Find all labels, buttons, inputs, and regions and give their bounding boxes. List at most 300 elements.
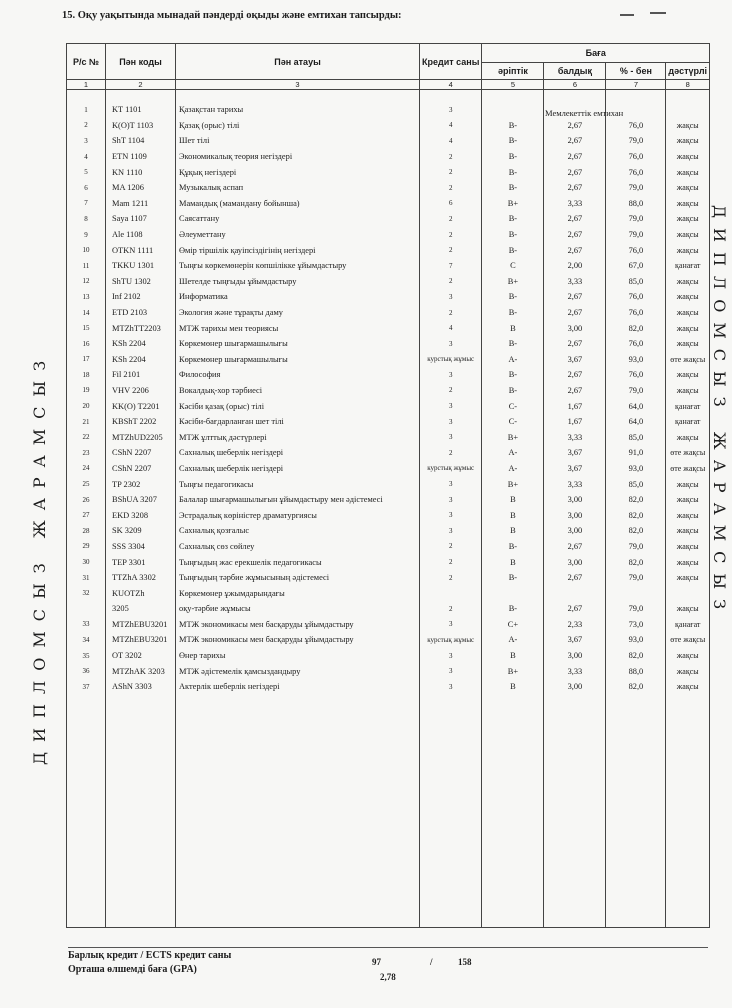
credit-count: 2 [420, 570, 482, 586]
traditional-grade: жақсы [666, 507, 710, 523]
grade-points: 3,00 [544, 648, 606, 664]
row-number: 4 [67, 149, 106, 165]
subject-code: SK 3209 [106, 523, 176, 539]
row-number: 8 [67, 211, 106, 227]
subject-code: OT 3202 [106, 648, 176, 664]
grade-points: 2,33 [544, 617, 606, 633]
row-number: 5 [67, 164, 106, 180]
letter-grade: C [482, 258, 544, 274]
subject-code: CShN 2207 [106, 461, 176, 477]
table-row [67, 274, 710, 290]
table-row [67, 133, 710, 149]
credit-count: 2 [420, 164, 482, 180]
grade-points: 3,67 [544, 461, 606, 477]
subject-name: Информатика [176, 289, 420, 305]
letter-grade: B- [482, 601, 544, 617]
subject-code: KSh 2204 [106, 336, 176, 352]
traditional-grade: жақсы [666, 164, 710, 180]
credit-count: 3 [420, 289, 482, 305]
col-header-letter: әріптік [482, 63, 544, 80]
traditional-grade: жақсы [666, 133, 710, 149]
row-number: 23 [67, 445, 106, 461]
grade-percent: 79,0 [606, 383, 666, 399]
row-number: 21 [67, 414, 106, 430]
letter-grade: B- [482, 383, 544, 399]
grade-percent: 82,0 [606, 554, 666, 570]
grade-points: 3,33 [544, 196, 606, 212]
subject-name: Тыңғыдың жас ерекшелік педагогикасы [176, 554, 420, 570]
col-header-traditional: дәстүрлі [666, 63, 710, 80]
side-watermark-left: ДИПЛОМСЫЗ ЖАРАМСЫЗ [30, 350, 49, 765]
grade-points: 3,67 [544, 632, 606, 648]
subject-code: KN 1110 [106, 164, 176, 180]
credits-slash: / [430, 957, 433, 967]
grade-points: 2,67 [544, 570, 606, 586]
col-header-points: балдық [544, 63, 606, 80]
credit-count: 2 [420, 274, 482, 290]
table-row [67, 601, 710, 617]
letter-grade: A- [482, 445, 544, 461]
letter-grade: C+ [482, 617, 544, 633]
grade-percent: 85,0 [606, 476, 666, 492]
table-row [67, 211, 710, 227]
credit-count: 3 [420, 476, 482, 492]
traditional-grade: қанағат [666, 617, 710, 633]
table-row [67, 336, 710, 352]
subject-name: Әлеуметтану [176, 227, 420, 243]
table-row [67, 648, 710, 664]
total-credits-label: Барлық кредит / ECTS кредит саны [68, 950, 232, 961]
subject-name: МТЖ экономикасы мен басқаруды ұйымдастыру [176, 617, 420, 633]
traditional-grade: өте жақсы [666, 445, 710, 461]
table-row [67, 352, 710, 368]
grade-points: 3,67 [544, 445, 606, 461]
subject-code: KSh 2204 [106, 352, 176, 368]
col-header-percent: % - бен [606, 63, 666, 80]
traditional-grade: өте жақсы [666, 632, 710, 648]
letter-grade: B- [482, 367, 544, 383]
table-row [67, 289, 710, 305]
grade-points: 3,33 [544, 476, 606, 492]
letter-grade: B [482, 320, 544, 336]
row-number: 36 [67, 663, 106, 679]
subject-code: KUOTZh [106, 585, 176, 601]
letter-grade: B [482, 648, 544, 664]
traditional-grade: жақсы [666, 570, 710, 586]
traditional-grade: жақсы [666, 336, 710, 352]
grade-points: 1,67 [544, 398, 606, 414]
subject-name: Эстрадалық көріністер драматургиясы [176, 507, 420, 523]
subject-code: Ale 1108 [106, 227, 176, 243]
row-number: 31 [67, 570, 106, 586]
traditional-grade: жақсы [666, 242, 710, 258]
grade-percent: 82,0 [606, 492, 666, 508]
row-number: 3 [67, 133, 106, 149]
traditional-grade: жақсы [666, 523, 710, 539]
grade-points: 2,00 [544, 258, 606, 274]
table-row [67, 632, 710, 648]
credit-count: 3 [420, 102, 482, 118]
ects-credits-value: 158 [458, 957, 472, 967]
subject-code: MTZhEBU3201 [106, 617, 176, 633]
letter-grade: B+ [482, 429, 544, 445]
col-header-credit: Кредит саны [420, 44, 482, 80]
subject-code: Fil 2101 [106, 367, 176, 383]
row-number: 6 [67, 180, 106, 196]
grade-percent: 79,0 [606, 601, 666, 617]
credit-count: 2 [420, 539, 482, 555]
letter-grade: B [482, 492, 544, 508]
grade-points: 3,33 [544, 663, 606, 679]
row-number: 20 [67, 398, 106, 414]
row-number: 25 [67, 476, 106, 492]
credit-count: 3 [420, 523, 482, 539]
grade-percent [606, 585, 666, 601]
grade-points: 3,33 [544, 429, 606, 445]
traditional-grade: жақсы [666, 211, 710, 227]
grade-percent: 76,0 [606, 118, 666, 134]
subject-code: Mam 1211 [106, 196, 176, 212]
row-number: 27 [67, 507, 106, 523]
col-number: 4 [420, 80, 482, 90]
grade-percent: 64,0 [606, 398, 666, 414]
letter-grade: C- [482, 398, 544, 414]
letter-grade: A- [482, 352, 544, 368]
credit-count: курстық жұмыс [420, 632, 482, 648]
subject-code: ETD 2103 [106, 305, 176, 321]
credit-count: 3 [420, 492, 482, 508]
corner-mark-2 [650, 12, 666, 14]
subject-code: TEP 3301 [106, 554, 176, 570]
grade-points: 2,67 [544, 336, 606, 352]
letter-grade: B+ [482, 274, 544, 290]
letter-grade: B- [482, 227, 544, 243]
credit-count: курстық жұмыс [420, 461, 482, 477]
subject-code: ShT 1104 [106, 133, 176, 149]
subject-name: Қазақстан тарихы [176, 102, 420, 118]
grade-percent: 82,0 [606, 320, 666, 336]
credit-count: 2 [420, 242, 482, 258]
page-heading: 15. Оқу уақытында мынадай пәндерді оқыды және емтихан тапсырды: [62, 10, 402, 21]
subject-name: Саясаттану [176, 211, 420, 227]
grade-points: 3,33 [544, 274, 606, 290]
traditional-grade: жақсы [666, 476, 710, 492]
table-row [67, 227, 710, 243]
grade-points: 2,67 [544, 383, 606, 399]
letter-grade: B- [482, 180, 544, 196]
subject-code: MTZhAK 3203 [106, 663, 176, 679]
traditional-grade: жақсы [666, 429, 710, 445]
grade-points: 2,67 [544, 305, 606, 321]
footer-rule [68, 947, 708, 948]
grade-points: 2,67 [544, 118, 606, 134]
grade-percent: 88,0 [606, 663, 666, 679]
letter-grade: B- [482, 118, 544, 134]
traditional-grade: өте жақсы [666, 461, 710, 477]
total-credits-value: 97 [372, 957, 381, 967]
credit-count: 3 [420, 367, 482, 383]
table-row [67, 476, 710, 492]
subject-code: BShUA 3207 [106, 492, 176, 508]
table-row [67, 258, 710, 274]
letter-grade: B- [482, 570, 544, 586]
grade-points: 2,67 [544, 227, 606, 243]
grade-points: 2,67 [544, 211, 606, 227]
credit-count: 2 [420, 554, 482, 570]
state-exam-label: Мемлекеттік емтихан [545, 108, 624, 118]
letter-grade: B- [482, 242, 544, 258]
traditional-grade: жақсы [666, 663, 710, 679]
traditional-grade: қанағат [666, 258, 710, 274]
subject-name: Өнер тарихы [176, 648, 420, 664]
subject-name: Өмір тіршілік қауіпсіздігінің негіздері [176, 242, 420, 258]
traditional-grade: жақсы [666, 196, 710, 212]
table-row [67, 617, 710, 633]
gpa-label: Орташа өлшемді баға (GPA) [68, 964, 197, 975]
subject-code: TP 2302 [106, 476, 176, 492]
subject-code: MTZhTT2203 [106, 320, 176, 336]
traditional-grade: жақсы [666, 227, 710, 243]
subject-code: KT 1101 [106, 102, 176, 118]
subject-name: Вокалдық-хор тәрбиесі [176, 383, 420, 399]
traditional-grade: жақсы [666, 289, 710, 305]
subject-code: ETN 1109 [106, 149, 176, 165]
grade-percent: 79,0 [606, 133, 666, 149]
row-number: 37 [67, 679, 106, 695]
subject-name: Шет тілі [176, 133, 420, 149]
table-row [67, 320, 710, 336]
grade-points: 2,67 [544, 164, 606, 180]
grade-percent: 88,0 [606, 196, 666, 212]
row-number: 33 [67, 617, 106, 633]
subject-code: AShN 3303 [106, 679, 176, 695]
subject-code: VHV 2206 [106, 383, 176, 399]
table-row [67, 663, 710, 679]
letter-grade: B- [482, 164, 544, 180]
subject-name: МТЖ әдістемелік қамсыздандыру [176, 663, 420, 679]
grade-percent: 67,0 [606, 258, 666, 274]
letter-grade: B- [482, 211, 544, 227]
table-row [67, 523, 710, 539]
grade-percent: 76,0 [606, 149, 666, 165]
table-row [67, 367, 710, 383]
credit-count: 2 [420, 445, 482, 461]
letter-grade: C- [482, 414, 544, 430]
row-number: 11 [67, 258, 106, 274]
grade-percent: 82,0 [606, 507, 666, 523]
grade-percent: 76,0 [606, 336, 666, 352]
letter-grade: B+ [482, 196, 544, 212]
subject-name: Балалар шығармашылығын ұйымдастыру мен әдістемесі [176, 492, 420, 508]
letter-grade [482, 585, 544, 601]
col-header-grade: Баға [482, 44, 710, 63]
subject-code: SSS 3304 [106, 539, 176, 555]
letter-grade: B- [482, 539, 544, 555]
letter-grade: B [482, 554, 544, 570]
col-number: 1 [67, 80, 106, 90]
col-number: 2 [106, 80, 176, 90]
table-row [67, 242, 710, 258]
col-header-no: Р/с № [67, 44, 106, 80]
subject-name: Актерлік шеберлік негіздері [176, 679, 420, 695]
traditional-grade: жақсы [666, 149, 710, 165]
grade-percent: 79,0 [606, 570, 666, 586]
table-row [67, 305, 710, 321]
subject-name: МТЖ ұлттық дәстүрлері [176, 429, 420, 445]
traditional-grade: қанағат [666, 398, 710, 414]
row-number: 14 [67, 305, 106, 321]
subject-name: Тыңғы педагогикасы [176, 476, 420, 492]
grade-percent: 82,0 [606, 523, 666, 539]
credit-count: 4 [420, 118, 482, 134]
traditional-grade: қанағат [666, 414, 710, 430]
grade-points: 3,00 [544, 679, 606, 695]
table-row [67, 570, 710, 586]
subject-name: Сахналық қозғалыс [176, 523, 420, 539]
letter-grade: B+ [482, 476, 544, 492]
credit-count: 6 [420, 196, 482, 212]
credit-count: 2 [420, 180, 482, 196]
grade-points: 2,67 [544, 242, 606, 258]
subject-code: KBShT 2202 [106, 414, 176, 430]
grade-points: 2,67 [544, 601, 606, 617]
subject-code: MA 1206 [106, 180, 176, 196]
subject-name: оқу-тәрбие жұмысы [176, 601, 420, 617]
corner-mark-1 [620, 14, 634, 16]
grade-points: 3,00 [544, 507, 606, 523]
row-number: 19 [67, 383, 106, 399]
credit-count: 2 [420, 149, 482, 165]
grades-table [66, 43, 710, 928]
grade-percent: 93,0 [606, 632, 666, 648]
grade-percent: 79,0 [606, 180, 666, 196]
grade-percent: 93,0 [606, 352, 666, 368]
traditional-grade: жақсы [666, 601, 710, 617]
row-number: 34 [67, 632, 106, 648]
credit-count: 3 [420, 663, 482, 679]
letter-grade: B [482, 679, 544, 695]
traditional-grade: жақсы [666, 383, 710, 399]
row-number: 9 [67, 227, 106, 243]
subject-code: K(O)T 1103 [106, 118, 176, 134]
credit-count: 2 [420, 601, 482, 617]
grade-points: 3,00 [544, 523, 606, 539]
grade-percent: 64,0 [606, 414, 666, 430]
traditional-grade: жақсы [666, 305, 710, 321]
col-number: 3 [176, 80, 420, 90]
subject-name: Мамандық (мамандану бойынша) [176, 196, 420, 212]
letter-grade: B- [482, 305, 544, 321]
table-row [67, 554, 710, 570]
table-row [67, 118, 710, 134]
row-number: 15 [67, 320, 106, 336]
grade-points: 3,00 [544, 492, 606, 508]
subject-name: Кәсіби қазақ (орыс) тілі [176, 398, 420, 414]
grade-points: 2,67 [544, 180, 606, 196]
letter-grade: B [482, 507, 544, 523]
credit-count: 3 [420, 679, 482, 695]
grade-percent: 73,0 [606, 617, 666, 633]
grade-percent: 79,0 [606, 539, 666, 555]
row-number: 1 [67, 102, 106, 118]
subject-code: EKD 3208 [106, 507, 176, 523]
traditional-grade: жақсы [666, 492, 710, 508]
table-row [67, 149, 710, 165]
row-number: 13 [67, 289, 106, 305]
traditional-grade: жақсы [666, 554, 710, 570]
table-row [67, 383, 710, 399]
grade-percent: 76,0 [606, 305, 666, 321]
subject-code: Saya 1107 [106, 211, 176, 227]
table-row [67, 445, 710, 461]
table-row [67, 585, 710, 601]
grade-percent: 76,0 [606, 289, 666, 305]
table-row [67, 398, 710, 414]
grade-points: 3,67 [544, 352, 606, 368]
grade-points: 1,67 [544, 414, 606, 430]
letter-grade: B- [482, 336, 544, 352]
credit-count: 7 [420, 258, 482, 274]
grade-percent: 85,0 [606, 274, 666, 290]
table-row [67, 180, 710, 196]
subject-name: Қазақ (орыс) тілі [176, 118, 420, 134]
table-row [67, 492, 710, 508]
table-row [67, 164, 710, 180]
subject-name: Сахналық шеберлік негіздері [176, 445, 420, 461]
grade-points: 2,67 [544, 149, 606, 165]
credit-count: курстық жұмыс [420, 352, 482, 368]
subject-name: Философия [176, 367, 420, 383]
subject-name: Кәсіби-бағдарланған шет тілі [176, 414, 420, 430]
table-row [67, 429, 710, 445]
subject-code: KK(O) T2201 [106, 398, 176, 414]
grade-points: 3,00 [544, 320, 606, 336]
row-number: 32 [67, 585, 106, 601]
credit-count: 2 [420, 383, 482, 399]
subject-name: Құқық негіздері [176, 164, 420, 180]
grade-percent: 76,0 [606, 164, 666, 180]
letter-grade: A- [482, 632, 544, 648]
subject-name: Музыкалық аспап [176, 180, 420, 196]
col-number: 7 [606, 80, 666, 90]
traditional-grade: өте жақсы [666, 352, 710, 368]
subject-code: TKKU 1301 [106, 258, 176, 274]
row-number: 26 [67, 492, 106, 508]
grade-points: 3,00 [544, 554, 606, 570]
traditional-grade: жақсы [666, 367, 710, 383]
traditional-grade: жақсы [666, 180, 710, 196]
row-number: 10 [67, 242, 106, 258]
subject-code: Inf 2102 [106, 289, 176, 305]
traditional-grade: жақсы [666, 679, 710, 695]
row-number: 30 [67, 554, 106, 570]
subject-code: ShTU 1302 [106, 274, 176, 290]
row-number [67, 601, 106, 617]
grade-points: 2,67 [544, 289, 606, 305]
col-header-name: Пән атауы [176, 44, 420, 80]
table-row [67, 539, 710, 555]
row-number: 29 [67, 539, 106, 555]
row-number: 22 [67, 429, 106, 445]
grade-percent: 79,0 [606, 227, 666, 243]
traditional-grade: жақсы [666, 118, 710, 134]
grade-percent: 76,0 [606, 242, 666, 258]
grade-percent: 76,0 [606, 367, 666, 383]
table-row [67, 196, 710, 212]
side-watermark-right: ДИПЛОМСЫЗ ЖАРАМСЫЗ [710, 205, 729, 620]
row-number: 24 [67, 461, 106, 477]
subject-name: Тыңғы көркемөнерін көпшілікке ұйымдастыру [176, 258, 420, 274]
